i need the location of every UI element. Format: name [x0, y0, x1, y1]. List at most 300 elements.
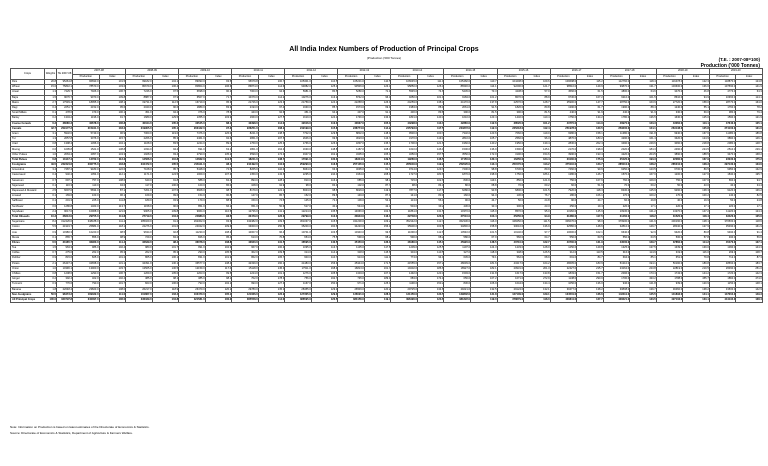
production-cell: 299.0 — [709, 251, 736, 256]
index-cell: 119.1 — [471, 178, 498, 183]
production-cell: 7460.0 — [550, 168, 577, 173]
production-cell: 1290.0 — [73, 271, 100, 276]
production-cell: 386595.0 — [285, 297, 312, 302]
production-cell: 147004.0 — [709, 292, 736, 297]
table-row — [11, 95, 763, 100]
production-cell: 34658.0 — [73, 261, 100, 266]
crop-name: Non-foodgrains — [11, 292, 45, 297]
index-subheader: Index — [683, 74, 710, 80]
production-cell: 1860.0 — [709, 277, 736, 282]
production-cell: 1570.0 — [603, 173, 630, 178]
index-cell: 136.9 — [524, 225, 551, 230]
index-cell: 95.4 — [205, 235, 232, 240]
production-cell: 80.0 — [444, 183, 471, 188]
year-header: 2019-20 — [709, 69, 762, 75]
table-row — [11, 126, 763, 131]
index-cell: 146.7 — [577, 173, 604, 178]
production-cell: 11220.0 — [709, 209, 736, 214]
index-cell: 183.6 — [417, 173, 444, 178]
production-cell: 98.0 — [285, 183, 312, 188]
index-cell: 123.4 — [471, 116, 498, 121]
production-cell: 108.0 — [232, 183, 259, 188]
production-cell: 42860.0 — [444, 121, 471, 126]
index-cell: 272.9 — [524, 277, 551, 282]
index-cell: 137.8 — [471, 100, 498, 105]
production-cell: 105231.0 — [338, 80, 365, 85]
crop-name: Castorseed — [11, 173, 45, 178]
index-cell: 44.7 — [577, 199, 604, 204]
production-cell: 170.0 — [656, 194, 683, 199]
crop-name: Moong — [11, 147, 45, 152]
index-cell: 106.1 — [577, 194, 604, 199]
index-cell: 125.5 — [417, 246, 444, 251]
weight-cell: 6.8 — [45, 157, 57, 162]
production-cell: 134501.0 — [550, 292, 577, 297]
production-cell: 2460.0 — [656, 147, 683, 152]
production-cell: 17511.0 — [285, 266, 312, 271]
production-cell: 26090.0 — [709, 266, 736, 271]
index-cell: 186.8 — [736, 131, 763, 136]
production-cell: 1700.0 — [391, 142, 418, 147]
production-cell: 103470.0 — [179, 292, 206, 297]
index-cell: 103.4 — [152, 292, 179, 297]
production-cell: 11080.0 — [709, 131, 736, 136]
index-cell: 102.6 — [417, 178, 444, 183]
index-cell: 46.8 — [683, 90, 710, 95]
production-cell: 80679.0 — [126, 85, 153, 90]
index-cell: 105.7 — [258, 256, 285, 261]
production-cell: 18344.0 — [338, 157, 365, 162]
weight-cell: 0.9 — [45, 230, 57, 235]
production-cell: 17150.0 — [444, 157, 471, 162]
production-subheader: Production — [497, 74, 524, 80]
index-cell: 98.1 — [205, 277, 232, 282]
table-row — [11, 282, 763, 287]
production-cell: 10540.0 — [444, 230, 471, 235]
index-cell: 118.6 — [736, 220, 763, 225]
index-cell: 126.5 — [524, 251, 551, 256]
crop-name: Chillies — [11, 271, 45, 276]
table-row — [11, 100, 763, 105]
production-subheader: Production — [391, 74, 418, 80]
table-row — [11, 214, 763, 219]
index-cell: 114.9 — [630, 251, 657, 256]
index-cell: 244.0 — [311, 173, 338, 178]
production-cell: 365558.0 — [232, 297, 259, 302]
production-cell: 370500.0 — [709, 220, 736, 225]
index-cell: 157.5 — [417, 152, 444, 157]
production-cell: 40037.0 — [338, 121, 365, 126]
production-cell: 1928.0 — [126, 152, 153, 157]
production-cell: 33420.0 — [709, 214, 736, 219]
index-cell: 71.1 — [364, 90, 391, 95]
index-cell: 132.1 — [524, 287, 551, 292]
te-value-cell: 320797.8 — [57, 297, 73, 302]
production-cell: 1930.0 — [285, 105, 312, 110]
production-cell: 219905.0 — [126, 126, 153, 131]
production-cell: 23030.0 — [709, 157, 736, 162]
index-subheader: Index — [630, 74, 657, 80]
index-cell: 104.1 — [152, 80, 179, 85]
production-cell: 2560.0 — [497, 137, 524, 142]
production-cell: 550.0 — [550, 235, 577, 240]
index-cell: 144.2 — [683, 271, 710, 276]
index-subheader: Index — [311, 74, 338, 80]
production-subheader: Production — [550, 74, 577, 80]
production-cell: 1209.0 — [391, 246, 418, 251]
production-cell: 9940.0 — [656, 131, 683, 136]
index-cell: 68.2 — [364, 235, 391, 240]
production-cell: 2170.0 — [550, 147, 577, 152]
index-cell: 164.0 — [736, 100, 763, 105]
index-cell: 19.9 — [683, 199, 710, 204]
index-cell: 102.9 — [205, 246, 232, 251]
index-cell: 109.6 — [205, 225, 232, 230]
production-cell: 5280.0 — [338, 90, 365, 95]
index-cell: 131.8 — [471, 292, 498, 297]
index-cell: 101.5 — [99, 80, 126, 85]
production-cell: 13565.0 — [126, 266, 153, 271]
index-cell: 91.9 — [577, 111, 604, 116]
table-row — [11, 152, 763, 157]
index-cell: 125.9 — [258, 142, 285, 147]
index-cell: 124.4 — [736, 209, 763, 214]
crop-name: Banana — [11, 287, 45, 292]
production-cell: 22276.0 — [126, 225, 153, 230]
index-cell: 135.2 — [205, 152, 232, 157]
index-cell: 164.2 — [524, 261, 551, 266]
index-cell: 68.9 — [524, 256, 551, 261]
index-cell: 102.1 — [577, 230, 604, 235]
index-cell: 144.3 — [736, 246, 763, 251]
production-cell: 15118.0 — [232, 266, 259, 271]
crop-name: Rapeseed & Mustard — [11, 188, 45, 193]
crop-name: Total Oilseeds — [11, 214, 45, 219]
table-row — [11, 246, 763, 251]
production-cell: 17091.0 — [285, 157, 312, 162]
index-cell: 148.7 — [736, 142, 763, 147]
production-cell: 25884.0 — [73, 225, 100, 230]
index-cell: 66.1 — [205, 204, 232, 209]
table-row — [11, 209, 763, 214]
index-cell: 24.8 — [736, 199, 763, 204]
production-cell: 262.0 — [126, 251, 153, 256]
index-cell: 110.5 — [417, 251, 444, 256]
crop-index-table — [10, 68, 763, 303]
weight-cell: 50.5 — [45, 292, 57, 297]
production-cell: 215941.0 — [73, 126, 100, 131]
production-cell: 390.0 — [444, 111, 471, 116]
production-cell: 2295.0 — [285, 173, 312, 178]
index-cell: 130.0 — [311, 157, 338, 162]
production-cell: 13160.0 — [550, 209, 577, 214]
production-cell: 90.0 — [550, 199, 577, 204]
index-cell: 136.5 — [630, 116, 657, 121]
index-subheader: Index — [99, 74, 126, 80]
index-cell: 102.4 — [99, 246, 126, 251]
index-cell: 56.1 — [417, 199, 444, 204]
production-cell: 430.0 — [391, 111, 418, 116]
production-cell: 80804.0 — [179, 85, 206, 90]
index-cell: 128.0 — [364, 292, 391, 297]
index-cell: 119.3 — [417, 137, 444, 142]
production-cell: 265040.0 — [391, 163, 418, 168]
production-cell: 1743.0 — [656, 271, 683, 276]
index-cell: 138.7 — [258, 157, 285, 162]
production-cell: 6507.0 — [179, 95, 206, 100]
production-cell: 2830.0 — [550, 142, 577, 147]
weight-cell: 1.0 — [45, 266, 57, 271]
index-cell: 156.9 — [311, 261, 338, 266]
index-cell: 89.9 — [524, 168, 551, 173]
te-value-cell: 1286.8 — [57, 204, 73, 209]
index-cell: 183.2 — [577, 137, 604, 142]
production-cell: 9950.0 — [709, 168, 736, 173]
crop-name: Rice — [11, 80, 45, 85]
index-cell: 124.3 — [471, 246, 498, 251]
index-cell: 186.1 — [524, 173, 551, 178]
index-cell: 72.5 — [205, 168, 232, 173]
index-cell: 141.9 — [736, 85, 763, 90]
production-cell: 102.0 — [338, 183, 365, 188]
index-cell: 111.4 — [99, 240, 126, 245]
te-value-cell: 95264.8 — [57, 80, 73, 85]
index-cell: 186.6 — [417, 266, 444, 271]
index-cell: 149.7 — [630, 225, 657, 230]
index-cell: 109.6 — [258, 220, 285, 225]
production-cell: 402.0 — [73, 277, 100, 282]
production-cell: 691.0 — [179, 147, 206, 152]
production-cell: 21726.0 — [232, 100, 259, 105]
base-year-label: (T.E. : 2007-08=100) — [718, 57, 760, 62]
table-row — [11, 261, 763, 266]
production-cell: 1689.0 — [126, 116, 153, 121]
production-cell: 336339.0 — [126, 297, 153, 302]
index-cell: 100.7 — [258, 80, 285, 85]
index-cell: 198.0 — [577, 147, 604, 152]
production-cell: 830.0 — [444, 282, 471, 287]
index-cell: 96.1 — [99, 194, 126, 199]
index-cell: 133.9 — [364, 116, 391, 121]
production-cell: 1339.0 — [656, 246, 683, 251]
index-cell: 51.6 — [577, 183, 604, 188]
index-cell: 133.1 — [683, 297, 710, 302]
index-cell: 121.6 — [417, 142, 444, 147]
production-cell: 361037.0 — [285, 220, 312, 225]
production-cell: 34391.0 — [126, 261, 153, 266]
index-cell: 156.1 — [364, 225, 391, 230]
index-cell: 123.6 — [471, 131, 498, 136]
production-cell: 1054.0 — [73, 173, 100, 178]
index-cell: 88.1 — [205, 121, 232, 126]
index-cell: 63.5 — [630, 235, 657, 240]
te-value-cell: 7429.7 — [57, 90, 73, 95]
production-cell: 45470.0 — [709, 240, 736, 245]
production-cell: 50.0 — [656, 183, 683, 188]
index-cell: 94.2 — [311, 111, 338, 116]
production-cell: 9905.0 — [126, 209, 153, 214]
index-cell: 208.9 — [364, 173, 391, 178]
index-cell: 106.0 — [152, 282, 179, 287]
production-cell: 118870.0 — [709, 80, 736, 85]
index-cell: 142.3 — [736, 271, 763, 276]
production-cell: 225.0 — [73, 199, 100, 204]
production-cell: 4774.0 — [709, 90, 736, 95]
production-cell: 1276.0 — [285, 271, 312, 276]
index-cell: 119.2 — [417, 163, 444, 168]
production-cell: 107590.0 — [709, 85, 736, 90]
weight-cell: 100.0 — [45, 297, 57, 302]
index-cell: 123.6 — [417, 297, 444, 302]
index-cell: 94.4 — [152, 147, 179, 152]
production-cell: 163.0 — [73, 194, 100, 199]
index-cell: 167.6 — [683, 131, 710, 136]
weight-cell: 6.5 — [45, 240, 57, 245]
weight-cell: 0.1 — [45, 235, 57, 240]
index-cell: 174.1 — [417, 277, 444, 282]
index-cell: 105.1 — [152, 126, 179, 131]
production-cell: 1610.0 — [444, 116, 471, 121]
index-cell: 92.6 — [205, 137, 232, 142]
production-cell: 316.0 — [603, 251, 630, 256]
production-cell: 45150.0 — [338, 240, 365, 245]
te-column-header: TE 2007-08 — [57, 69, 73, 80]
production-cell: 18927.0 — [444, 266, 471, 271]
production-cell: 1095.0 — [285, 246, 312, 251]
production-cell: 1355.0 — [179, 116, 206, 121]
index-cell: 119.0 — [471, 297, 498, 302]
index-cell: 85.1 — [630, 256, 657, 261]
production-cell: 440.0 — [550, 111, 577, 116]
production-cell: 6800.0 — [497, 188, 524, 193]
index-cell: 114.1 — [471, 85, 498, 90]
production-cell: 10968.0 — [73, 209, 100, 214]
table-row — [11, 271, 763, 276]
index-cell: 68.8 — [471, 183, 498, 188]
production-cell: 23823.0 — [73, 287, 100, 292]
production-cell: 451.0 — [126, 111, 153, 116]
production-cell: 3190.0 — [497, 152, 524, 157]
page-subtitle: (Production ('000 Tonnes) — [366, 56, 402, 60]
production-cell: 36078.0 — [179, 240, 206, 245]
production-cell: 90.0 — [444, 199, 471, 204]
index-cell: 97.3 — [205, 126, 232, 131]
index-cell: 120.9 — [683, 282, 710, 287]
table-row — [11, 266, 763, 271]
te-value-cell: 1095.8 — [57, 147, 73, 152]
production-cell: 2266.0 — [126, 137, 153, 142]
index-cell: 50.6 — [258, 204, 285, 209]
index-cell: 114.2 — [311, 251, 338, 256]
production-cell: 285029.0 — [126, 220, 153, 225]
production-cell: 760.0 — [603, 178, 630, 183]
production-cell: 33000.0 — [232, 225, 259, 230]
index-cell: 114.0 — [258, 121, 285, 126]
index-cell: 94.3 — [471, 194, 498, 199]
production-cell: 234472.0 — [126, 163, 153, 168]
production-cell: 40.0 — [656, 199, 683, 204]
index-cell: 98.5 — [99, 230, 126, 235]
production-cell: 45920.0 — [444, 240, 471, 245]
index-cell: 84.4 — [205, 178, 232, 183]
weight-cell: 1.0 — [45, 152, 57, 157]
index-cell: 39.2 — [417, 204, 444, 209]
index-cell: 101.7 — [99, 282, 126, 287]
production-cell: 292302.0 — [179, 220, 206, 225]
production-cell: 2510.0 — [709, 147, 736, 152]
production-cell: 330.0 — [656, 111, 683, 116]
production-cell: 25900.0 — [550, 100, 577, 105]
index-cell: 138.6 — [258, 131, 285, 136]
index-cell: 24.8 — [524, 199, 551, 204]
production-cell: 11861.0 — [391, 209, 418, 214]
production-cell: 348450.0 — [497, 220, 524, 225]
production-cell: 2646.0 — [285, 137, 312, 142]
index-cell: 69.0 — [683, 111, 710, 116]
index-cell: 137.5 — [630, 246, 657, 251]
index-cell: 161.7 — [364, 266, 391, 271]
production-cell: 29725.0 — [391, 287, 418, 292]
index-cell: 103.8 — [99, 163, 126, 168]
production-cell: 903.0 — [285, 256, 312, 261]
production-cell: 348188.0 — [73, 220, 100, 225]
index-cell: 138.4 — [736, 297, 763, 302]
production-cell: 830.0 — [444, 178, 471, 183]
index-cell: 147.2 — [683, 209, 710, 214]
production-cell: 8265.0 — [232, 168, 259, 173]
weight-cell: 0.3 — [45, 282, 57, 287]
production-cell: 8832.0 — [338, 131, 365, 136]
index-cell: 100.2 — [630, 194, 657, 199]
production-cell: 31500.0 — [709, 287, 736, 292]
production-cell: 11380.0 — [603, 131, 630, 136]
production-cell: 252020.0 — [444, 163, 471, 168]
index-cell: 118.9 — [471, 251, 498, 256]
index-cell: 97.5 — [152, 90, 179, 95]
index-cell: 85.7 — [311, 105, 338, 110]
production-cell: 4566.0 — [550, 90, 577, 95]
index-cell: 121.7 — [524, 85, 551, 90]
index-cell: 126.4 — [417, 85, 444, 90]
index-cell: 104.1 — [99, 142, 126, 147]
production-cell: 2957.0 — [73, 152, 100, 157]
index-cell: 146.5 — [417, 157, 444, 162]
index-cell: 23.3 — [524, 204, 551, 209]
production-cell: 5545.0 — [391, 90, 418, 95]
production-cell: 1138.0 — [550, 277, 577, 282]
table-row — [11, 163, 763, 168]
index-cell: 91.8 — [152, 178, 179, 183]
index-cell: 92.9 — [630, 230, 657, 235]
index-cell: 194.1 — [630, 261, 657, 266]
index-cell: 82.5 — [736, 194, 763, 199]
crop-name: Jowar — [11, 90, 45, 95]
production-cell: 22258.0 — [338, 100, 365, 105]
index-cell: 188.5 — [683, 152, 710, 157]
index-cell: 128.2 — [630, 163, 657, 168]
index-cell: 110.7 — [311, 256, 338, 261]
index-cell: 146.4 — [736, 137, 763, 142]
index-cell: 94.6 — [99, 183, 126, 188]
production-cell: 3890.0 — [656, 152, 683, 157]
production-cell: 560.0 — [497, 235, 524, 240]
production-cell: 590.0 — [391, 235, 418, 240]
index-cell: 433.2 — [630, 277, 657, 282]
production-cell: 37860.0 — [656, 240, 683, 245]
production-cell: 967.0 — [232, 246, 259, 251]
production-cell: 9380.0 — [550, 131, 577, 136]
production-cell: 235218.0 — [497, 126, 524, 131]
